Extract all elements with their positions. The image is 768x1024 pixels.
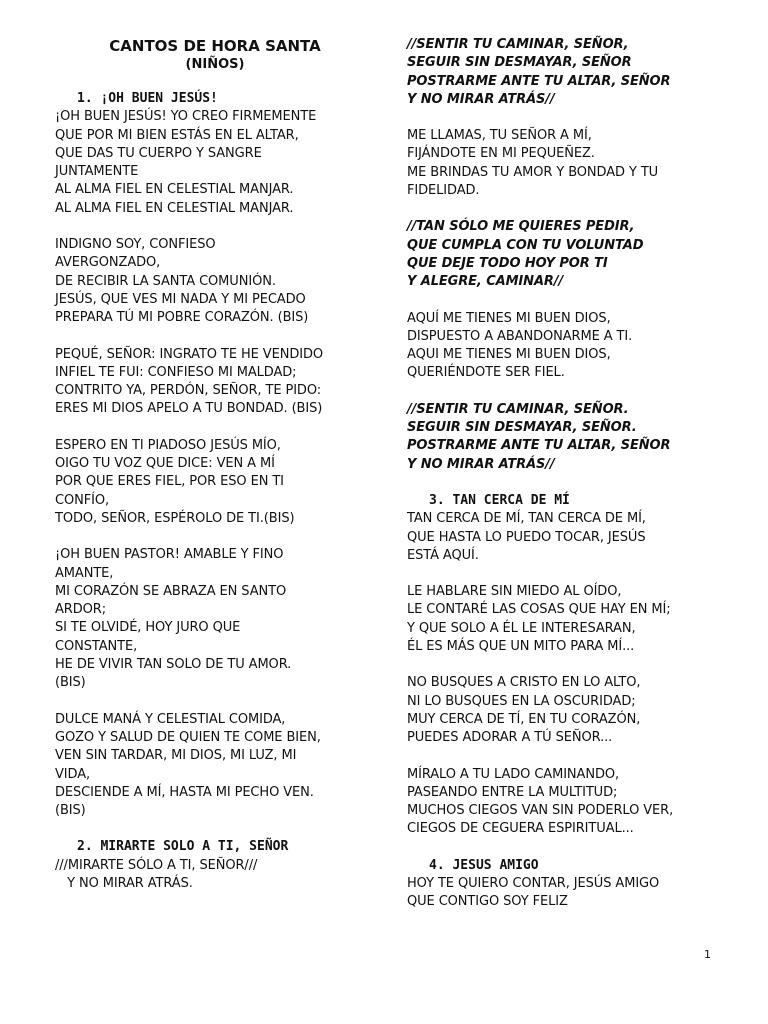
lyric-line: VEN SIN TARDAR, MI DIOS, MI LUZ, MI bbox=[55, 748, 297, 764]
lyric-line: POSTRARME ANTE TU ALTAR, SEÑOR bbox=[407, 73, 671, 89]
lyric-line: DE RECIBIR LA SANTA COMUNIÓN. bbox=[55, 273, 276, 289]
lyric-line: CONTRITO YA, PERDÓN, SEÑOR, TE PIDO: bbox=[55, 383, 322, 399]
lyric-line: (BIS) bbox=[55, 675, 86, 691]
lyric-line: Y NO MIRAR ATRÁS// bbox=[407, 456, 555, 472]
song-heading: 4. JESUS AMIGO bbox=[429, 857, 539, 873]
page-number: 1 bbox=[704, 948, 711, 961]
verse-stanza bbox=[55, 346, 385, 419]
lyric-line: Y NO MIRAR ATRÁS// bbox=[407, 91, 555, 107]
lyric-line: INDIGNO SOY, CONFIESO bbox=[55, 237, 216, 253]
lyric-line: CIEGOS DE CEGUERA ESPIRITUAL... bbox=[407, 821, 634, 837]
lyric-line: Y ALEGRE, CAMINAR// bbox=[407, 274, 564, 290]
lyric-line: (BIS) bbox=[55, 803, 86, 819]
lyric-line: PUEDES ADORAR A TÚ SEÑOR... bbox=[407, 730, 613, 746]
lyric-line: //TAN SÓLO ME QUIERES PEDIR, bbox=[407, 219, 635, 235]
verse-stanza bbox=[55, 108, 385, 218]
lyric-line: QUE CUMPLA CON TU VOLUNTAD bbox=[407, 237, 644, 253]
lyric-line: TAN CERCA DE MÍ, TAN CERCA DE MÍ, bbox=[407, 511, 646, 527]
lyric-line: AL ALMA FIEL EN CELESTIAL MANJAR. bbox=[55, 200, 294, 216]
verse-stanza bbox=[55, 236, 385, 327]
lyric-line: Y QUE SOLO A ÉL LE INTERESARAN, bbox=[407, 620, 636, 636]
lyric-line: ARDOR; bbox=[55, 602, 106, 618]
lyric-line: //SENTIR TU CAMINAR, SEÑOR. bbox=[407, 401, 629, 417]
lyric-line: AQUÍ ME TIENES MI BUEN DIOS, bbox=[407, 310, 611, 326]
lyric-line: QUE POR MI BIEN ESTÁS EN EL ALTAR, bbox=[55, 127, 299, 143]
lyric-line: POR QUE ERES FIEL, POR ESO EN TI bbox=[55, 474, 284, 490]
lyric-line: PASEANDO ENTRE LA MULTITUD; bbox=[407, 784, 618, 800]
lyric-line: SEGUIR SIN DESMAYAR, SEÑOR bbox=[407, 55, 632, 71]
lyric-line: ME BRINDAS TU AMOR Y BONDAD Y TU bbox=[407, 164, 659, 180]
right-column-content bbox=[407, 36, 737, 912]
lyric-line: DULCE MANÁ Y CELESTIAL COMIDA, bbox=[55, 711, 286, 727]
lyric-line: SEGUIR SIN DESMAYAR, SEÑOR. bbox=[407, 420, 637, 436]
lyric-line: LE CONTARÉ LAS COSAS QUE HAY EN MÍ; bbox=[407, 602, 671, 618]
lyric-line: ESPERO EN TI PIADOSO JESÚS MÍO, bbox=[55, 437, 281, 453]
lyric-line: HOY TE QUIERO CONTAR, JESÚS AMIGO bbox=[407, 875, 660, 891]
lyric-line: ¡OH BUEN PASTOR! AMABLE Y FINO bbox=[55, 547, 284, 563]
lyric-line: ÉL ES MÁS QUE UN MITO PARA MÍ... bbox=[407, 639, 635, 655]
lyric-line: GOZO Y SALUD DE QUIEN TE COME BIEN, bbox=[55, 729, 321, 745]
lyric-line: MI CORAZÓN SE ABRAZA EN SANTO bbox=[55, 583, 287, 599]
lyric-line: QUE DEJE TODO HOY POR TI bbox=[407, 255, 608, 271]
lyric-line: SI TE OLVIDÉ, HOY JURO QUE bbox=[55, 620, 241, 636]
lyric-line: //SENTIR TU CAMINAR, SEÑOR, bbox=[407, 37, 629, 52]
lyric-line: LE HABLARE SIN MIEDO AL OÍDO, bbox=[407, 584, 622, 600]
right-column bbox=[407, 36, 737, 930]
lyric-line: ERES MI DIOS APELO A TU BONDAD. (BIS) bbox=[55, 401, 323, 417]
lyric-line: AMANTE, bbox=[55, 565, 114, 581]
lyric-line: ¡OH BUEN JESÚS! YO CREO FIRMEMENTE bbox=[55, 109, 317, 125]
lyric-line: CONSTANTE, bbox=[55, 638, 138, 654]
chorus-stanza bbox=[407, 218, 737, 291]
lyric-line: AVERGONZADO, bbox=[55, 255, 161, 271]
song-heading: 1. ¡OH BUEN JESÚS! bbox=[77, 91, 218, 106]
lyric-line: POSTRARME ANTE TU ALTAR, SEÑOR bbox=[407, 438, 671, 454]
lyric-line: PEQUÉ, SEÑOR: INGRATO TE HE VENDIDO bbox=[55, 346, 324, 362]
lyric-line: ESTÁ AQUÍ. bbox=[407, 547, 479, 563]
lyric-line: FIJÁNDOTE EN MI PEQUEÑEZ. bbox=[407, 146, 595, 162]
verse-stanza bbox=[407, 674, 737, 747]
song-heading: 3. TAN CERCA DE MÍ bbox=[429, 492, 570, 508]
verse-stanza bbox=[407, 583, 737, 656]
lyric-line: ///MIRARTE SÓLO A TI, SEÑOR/// bbox=[55, 857, 258, 873]
verse-stanza bbox=[407, 766, 737, 839]
lyric-line: Y NO MIRAR ATRÁS. bbox=[55, 875, 193, 891]
lyric-line: DISPUESTO A ABANDONARME A TI. bbox=[407, 328, 633, 344]
verse-stanza bbox=[55, 437, 385, 528]
document-title: CANTOS DE HORA SANTA bbox=[109, 37, 321, 55]
verse-stanza bbox=[55, 711, 385, 821]
chorus-stanza bbox=[407, 36, 737, 109]
lyric-line: MUY CERCA DE TÍ, EN TU CORAZÓN, bbox=[407, 711, 641, 727]
verse-stanza bbox=[407, 510, 737, 565]
chorus-stanza bbox=[407, 401, 737, 474]
song-heading: 2. MIRARTE SOLO A TI, SEÑOR bbox=[77, 839, 289, 855]
lyric-line: DESCIENDE A MÍ, HASTA MI PECHO VEN. bbox=[55, 784, 314, 800]
lyric-line: INFIEL TE FUI: CONFIESO MI MALDAD; bbox=[55, 364, 297, 380]
left-column-content bbox=[55, 90, 385, 893]
lyric-line: MÍRALO A TU LADO CAMINANDO, bbox=[407, 766, 620, 782]
verse-stanza bbox=[407, 310, 737, 383]
lyric-line: JUNTAMENTE bbox=[55, 164, 139, 180]
lyric-line: PREPARA TÚ MI POBRE CORAZÓN. (BIS) bbox=[55, 310, 309, 326]
lyric-line: AQUI ME TIENES MI BUEN DIOS, bbox=[407, 347, 611, 363]
lyric-line: JESÚS, QUE VES MI NADA Y MI PECADO bbox=[55, 291, 306, 307]
verse-stanza bbox=[55, 857, 385, 894]
lyric-line: VIDA, bbox=[55, 766, 91, 782]
lyric-line: MUCHOS CIEGOS VAN SIN PODERLO VER, bbox=[407, 803, 674, 819]
lyric-line: NO BUSQUES A CRISTO EN LO ALTO, bbox=[407, 675, 641, 691]
lyric-line: CONFÍO, bbox=[55, 492, 110, 508]
lyric-line: TODO, SEÑOR, ESPÉROLO DE TI.(BIS) bbox=[55, 510, 295, 526]
lyric-line: FIDELIDAD. bbox=[407, 183, 480, 199]
verse-stanza bbox=[407, 875, 737, 912]
lyric-line: HE DE VIVIR TAN SOLO DE TU AMOR. bbox=[55, 657, 292, 673]
lyric-line: OIGO TU VOZ QUE DICE: VEN A MÍ bbox=[55, 456, 275, 472]
lyric-line: NI LO BUSQUES EN LA OSCURIDAD; bbox=[407, 693, 636, 709]
verse-stanza bbox=[55, 546, 385, 692]
lyric-line: ME LLAMAS, TU SEÑOR A MÍ, bbox=[407, 128, 592, 144]
lyric-line: QUE HASTA LO PUEDO TOCAR, JESÚS bbox=[407, 529, 646, 545]
lyric-line: QUERIÉNDOTE SER FIEL. bbox=[407, 365, 565, 381]
left-column bbox=[55, 36, 385, 911]
document-subtitle: (NIÑOS) bbox=[185, 57, 245, 72]
lyric-line: QUE CONTIGO SOY FELIZ bbox=[407, 894, 568, 910]
lyric-line: QUE DAS TU CUERPO Y SANGRE bbox=[55, 145, 262, 161]
verse-stanza bbox=[407, 127, 737, 200]
lyric-line: AL ALMA FIEL EN CELESTIAL MANJAR. bbox=[55, 182, 294, 198]
